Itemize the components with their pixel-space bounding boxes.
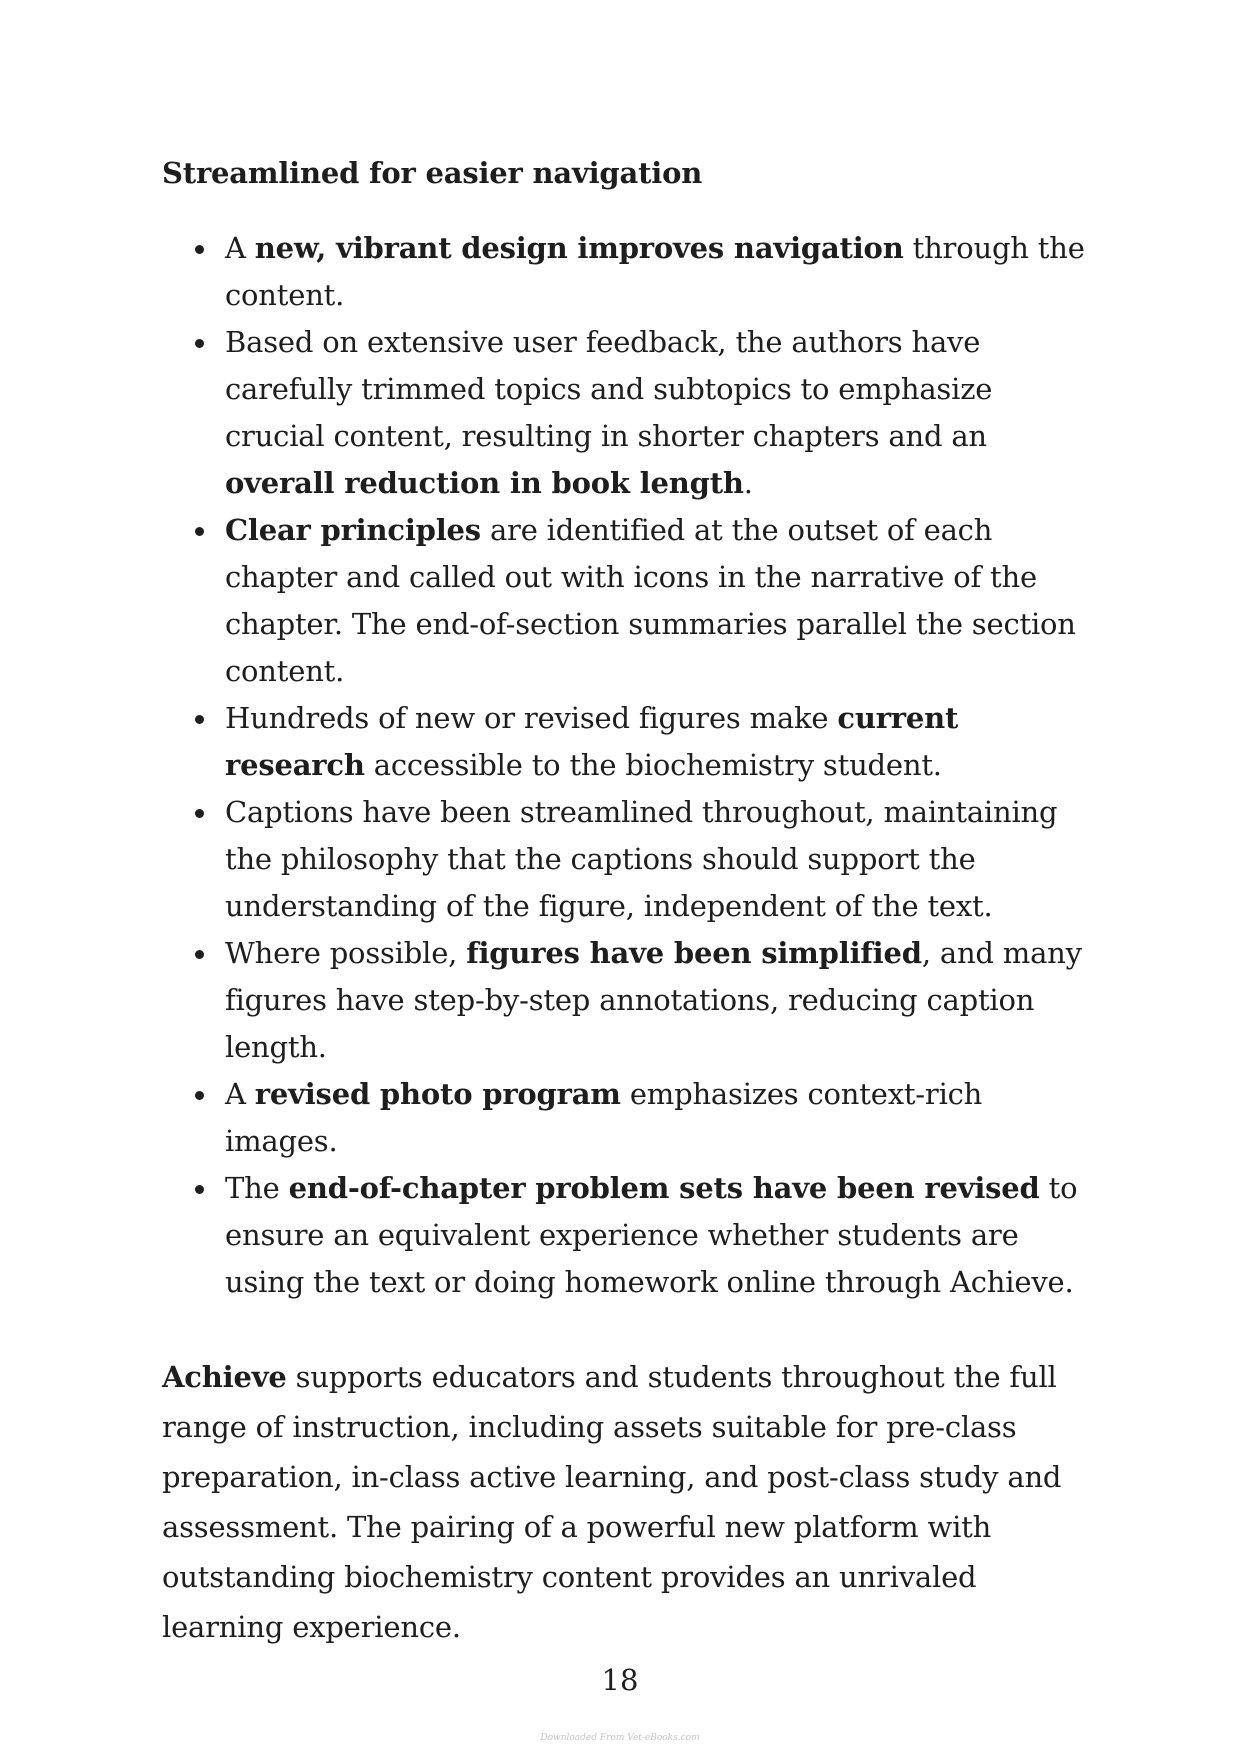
list-item: A revised photo program emphasizes context-rich images. [225,1071,1092,1165]
list-item: The end-of-chapter problem sets have been revised to ensure an equivalent experience whether students are using the text or doing homework online through Achieve. [225,1165,1092,1306]
list-item: Captions have been streamlined throughout, maintaining the philosophy that the captions should support the understanding of the figure, independent of the text. [225,789,1092,930]
section-heading: Streamlined for easier navigation [162,156,703,190]
list-item: Where possible, figures have been simplified, and many figures have step-by-step annotations, reducing caption length. [225,930,1092,1071]
body-paragraph: Achieve supports educators and students throughout the full range of instruction, including assets suitable for pre-class preparation, in-class active learning, and post-class study and assessment. The pairing of a powerful new platform with outstanding biochemistry content provides an unrivaled learning experience. [162,1360,1062,1644]
page-content [162,150,1092,1652]
list-item: Based on extensive user feedback, the authors have carefully trimmed topics and subtopics to emphasize crucial content, resulting in shorter chapters and an overall reduction in book length. [225,319,1092,507]
list-item: Hundreds of new or revised figures make current research accessible to the biochemistry student. [225,695,1092,789]
list-item: A new, vibrant design improves navigation through the content. [225,225,1092,319]
feature-list [162,225,1092,1306]
watermark: Downloaded From Vet-eBooks.com [540,1733,700,1743]
page-number: 18 [601,1663,639,1697]
list-item: Clear principles are identified at the outset of each chapter and called out with icons in the narrative of the chapter. The end-of-section summaries parallel the section content. [225,507,1092,695]
